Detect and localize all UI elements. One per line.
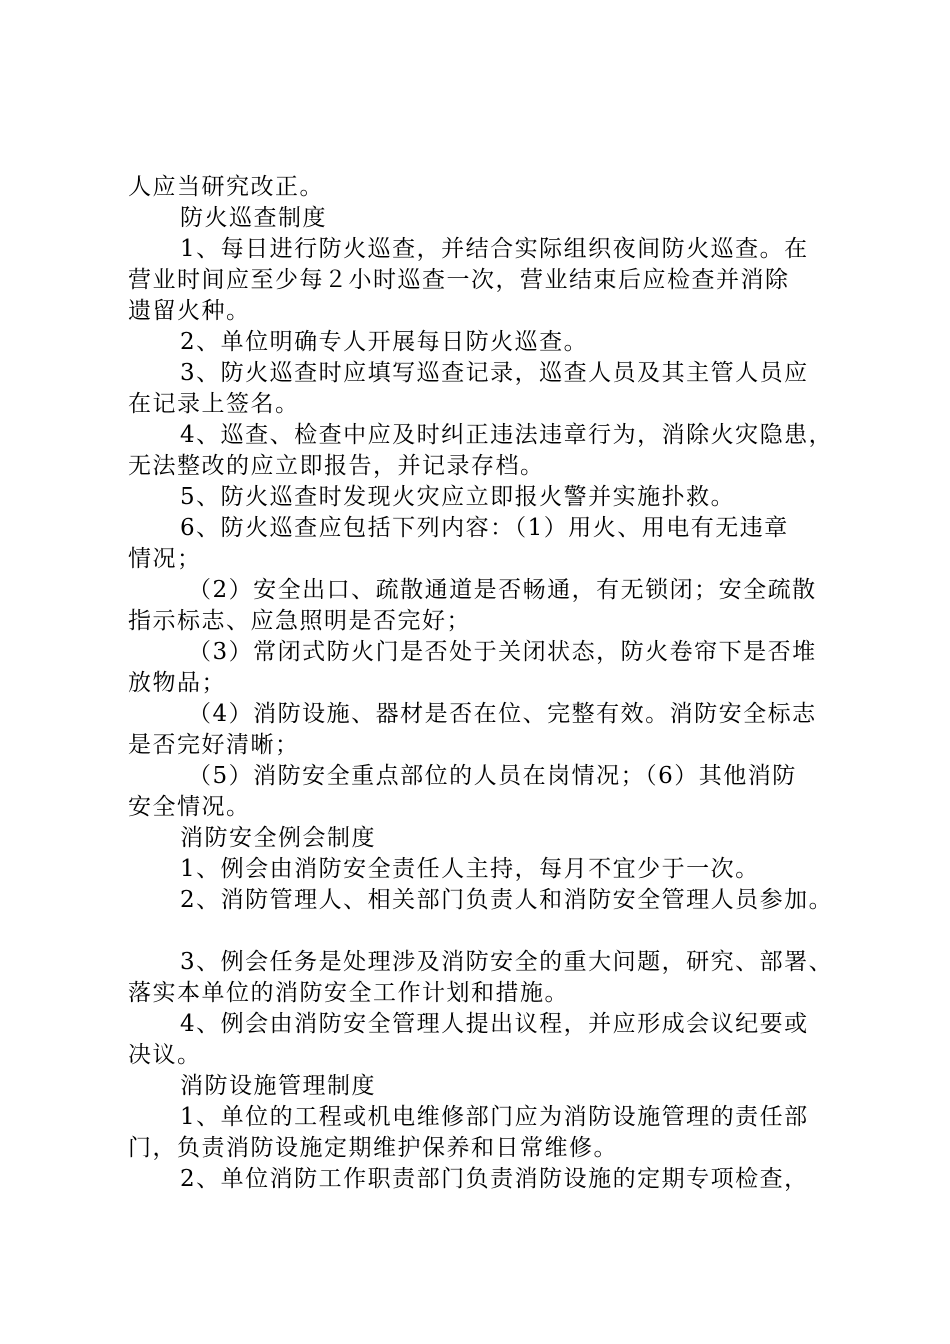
paragraph-line: 安全情况。	[128, 794, 251, 820]
paragraph-line: 遗留火种。	[128, 298, 251, 324]
paragraph-line: （4）消防设施、器材是否在位、完整有效。消防安全标志	[188, 701, 817, 727]
paragraph-line: （2）安全出口、疏散通道是否畅通，有无锁闭；安全疏散	[188, 577, 817, 603]
paragraph-line: 无法整改的应立即报告，并记录存档。	[128, 453, 545, 479]
paragraph-line: 情况；	[128, 546, 202, 572]
paragraph-line: 决议。	[128, 1042, 202, 1068]
paragraph-line: 3、防火巡查时应填写巡查记录，巡查人员及其主管人员应	[180, 360, 809, 386]
section-heading: 消防设施管理制度	[180, 1073, 376, 1099]
paragraph-line: 1、每日进行防火巡查，并结合实际组织夜间防火巡查。在	[180, 236, 809, 262]
section-heading: 消防安全例会制度	[180, 825, 376, 851]
paragraph-line: 放物品；	[128, 670, 226, 696]
paragraph-line: 门，负责消防设施定期维护保养和日常维修。	[128, 1135, 618, 1161]
paragraph-line: 6、防火巡查应包括下列内容：（1）用火、用电有无违章	[180, 515, 789, 541]
paragraph-line: 4、例会由消防安全管理人提出议程，并应形成会议纪要或	[180, 1011, 809, 1037]
paragraph-line: （3）常闭式防火门是否处于关闭状态，防火卷帘下是否堆	[188, 639, 817, 665]
paragraph-line: 人应当研究改正。	[128, 174, 324, 200]
blank-line	[128, 916, 858, 947]
paragraph-line: 指示标志、应急照明是否完好；	[128, 608, 471, 634]
paragraph-line: 落实本单位的消防安全工作计划和措施。	[128, 980, 569, 1006]
paragraph-line: 在记录上签名。	[128, 391, 300, 417]
paragraph-line: 5、防火巡查时发现火灾应立即报火警并实施扑救。	[180, 484, 736, 510]
paragraph-line: 1、单位的工程或机电维修部门应为消防设施管理的责任部	[180, 1104, 809, 1130]
paragraph-line: 2、单位消防工作职责部门负责消防设施的定期专项检查，	[180, 1166, 809, 1192]
paragraph-line: （5）消防安全重点部位的人员在岗情况；（6）其他消防	[188, 763, 797, 789]
paragraph-line: 是否完好清晰；	[128, 732, 300, 758]
paragraph-line: 2、单位明确专人开展每日防火巡查。	[180, 329, 589, 355]
paragraph-line: 2、消防管理人、相关部门负责人和消防安全管理人员参加。	[180, 887, 834, 913]
paragraph-line: 营业时间应至少每２小时巡查一次，营业结束后应检查并消除	[128, 267, 790, 293]
paragraph-line: 1、例会由消防安全责任人主持，每月不宜少于一次。	[180, 856, 760, 882]
paragraph-line: 3、例会任务是处理涉及消防安全的重大问题，研究、部署、	[180, 949, 834, 975]
section-heading: 防火巡查制度	[180, 205, 327, 231]
paragraph-line: 4、巡查、检查中应及时纠正违法违章行为，消除火灾隐患，	[180, 422, 834, 448]
document-body	[128, 172, 858, 1195]
